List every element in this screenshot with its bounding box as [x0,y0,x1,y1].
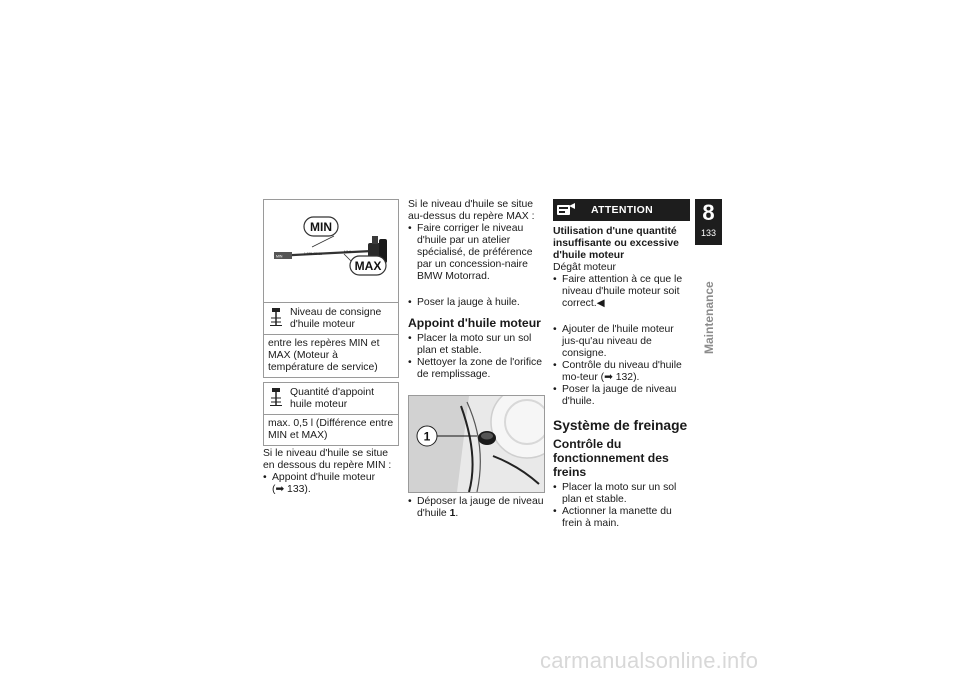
dipstick-figure [263,199,399,303]
oil-gauge-icon [268,387,286,411]
page-reference[interactable]: ➡ 132). [604,372,640,383]
svg-text:MIN: MIN [276,254,283,259]
spec-value: max. 0,5 l (Différence entre MIN et MAX) [264,414,398,445]
column-1 [263,199,399,496]
list-item [553,274,690,310]
subsection-heading: Contrôle du fonctionnement des freins [553,437,669,479]
bullet-list [553,482,690,530]
bullet-list [408,496,545,520]
list-item: • Poser la jauge à huile. [408,297,545,309]
svg-text:MAX: MAX [344,250,351,254]
bullet-list [408,333,545,381]
list-item: • Poser la jauge de niveau d'huile. [553,384,690,408]
spec-oil-refill [263,382,399,446]
list-item: • Nettoyer la zone de l'orifice de remplissage. [408,357,545,381]
spec-value: entre les repères MIN et MAX (Moteur à température de service) [264,334,398,377]
list-item: • Faire corriger le niveau d'huile par un atelier spécialisé, de préférence par un concession-naire BMW Motorrad. [408,223,545,283]
list-item: • Actionner la manette du frein à main. [553,506,690,530]
chapter-name: Maintenance [702,281,716,354]
oil-gauge-icon [268,307,286,331]
bullet-list [408,223,545,309]
spec-label: Niveau de consigne d'huile moteur [290,307,382,330]
list-item [408,496,545,520]
part-reference: 1 [449,508,456,519]
watermark: carmanualsonline.info [540,648,759,673]
end-of-warning-mark: ◀ [596,298,605,309]
list-item-text: Faire attention à ce que le niveau d'huile moteur soit correct. [562,274,683,309]
bullet-list [553,274,690,310]
list-item: • Placer la moto sur un sol plan et stable. [408,333,545,357]
list-item: • Ajouter de l'huile moteur jus-qu'au niveau de consigne. [553,324,690,360]
warning-subtitle: Dégât moteur [553,262,616,273]
list-item [553,360,690,384]
column-2 [408,199,545,520]
bullet-list [263,472,399,496]
warning-title: Utilisation d'une quantité insuffisante ou excessive d'huile moteur [553,226,679,261]
list-item: • Placer la moto sur un sol plan et stable. [553,482,690,506]
max-label: MAX [354,259,382,273]
chapter-number: 8 [702,200,715,225]
page-number: 133 [700,228,717,238]
page-reference[interactable]: (➡ 133). [272,484,311,495]
hand-warning-icon [553,199,579,221]
spec-oil-level [263,303,399,378]
list-item [263,472,399,496]
attention-label: ATTENTION [591,204,653,216]
cross-reference-link[interactable]: Appoint d'huile moteur [272,472,376,483]
callout-number: 1 [423,429,431,444]
section-heading: Système de freinage [553,418,688,433]
svg-text:1 FF5 CE 20: 1 FF5 CE 20 [304,252,323,256]
bullet-list [553,324,690,408]
engine-figure [408,395,545,493]
list-item-text: Contrôle du niveau d'huile mo-teur ( [562,360,682,383]
min-label: MIN [310,220,332,234]
dipstick-illustration [264,200,399,302]
attention-banner [553,199,690,221]
paragraph: Si le niveau d'huile se situe en dessous du repère MIN : [263,448,392,471]
punctuation: . [455,508,459,519]
column-3 [553,199,690,530]
list-item-text: Déposer la jauge de niveau d'huile [417,496,544,519]
spec-label: Quantité d'appoint huile moteur [290,387,375,410]
engine-illustration [409,396,545,492]
paragraph: Si le niveau d'huile se situe au-dessus du repère MAX : [408,199,535,222]
chapter-name-vertical [702,254,716,354]
section-heading: Appoint d'huile moteur [408,316,541,330]
